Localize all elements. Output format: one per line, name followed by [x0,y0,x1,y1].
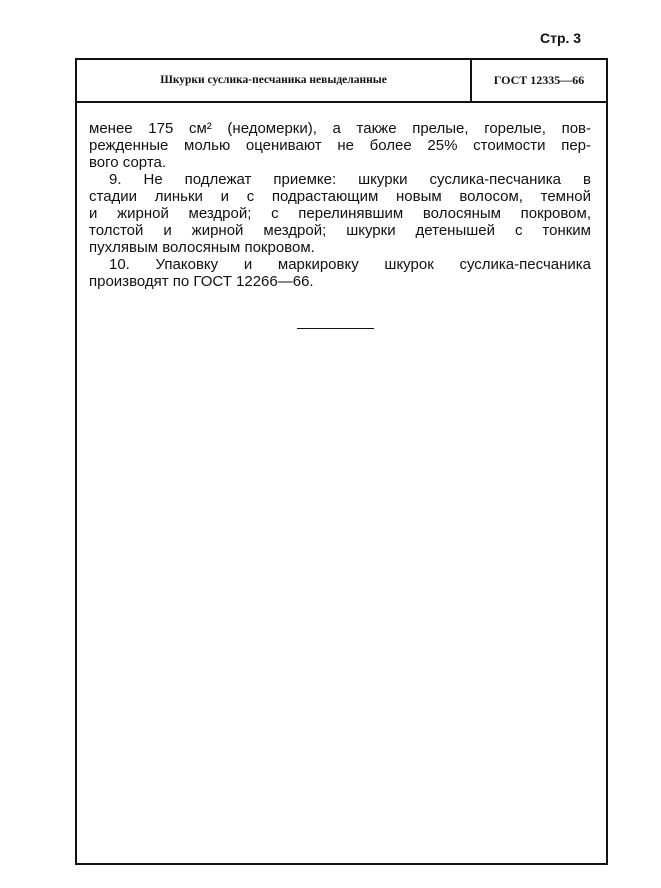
text-line: и жирной мездрой; с перелинявшим волосяным покровом, [89,205,591,222]
page-number: Стр. 3 [540,30,582,46]
end-rule [297,328,374,329]
text-line: вого сорта. [89,154,167,171]
page-frame [75,58,608,865]
header-title: Шкурки суслика-песчаника невыделанные [160,74,387,86]
text-line: толстой и жирной мездрой; шкурки детенышей с тонким [89,222,591,239]
paragraph-10-line: 10. Упаковку и маркировку шкурок суслика-песчаника [109,256,591,273]
paragraph-9-line: 9. Не подлежат приемке: шкурки суслика-песчаника в [109,171,591,188]
body-text [89,120,591,290]
text-line: менее 175 см² (недомерки), а также прелые, горелые, пов- [89,120,591,137]
text-line: производят по ГОСТ 12266—66. [89,273,314,290]
header-row [77,60,606,103]
text-line: режденные молью оценивают не более 25% стоимости пер- [89,137,591,154]
text-line: стадии линьки и с подрастающим новым волосом, темной [89,188,591,205]
text-line: пухлявым волосяным покровом. [89,239,315,256]
header-standard: ГОСТ 12335—66 [493,73,585,87]
